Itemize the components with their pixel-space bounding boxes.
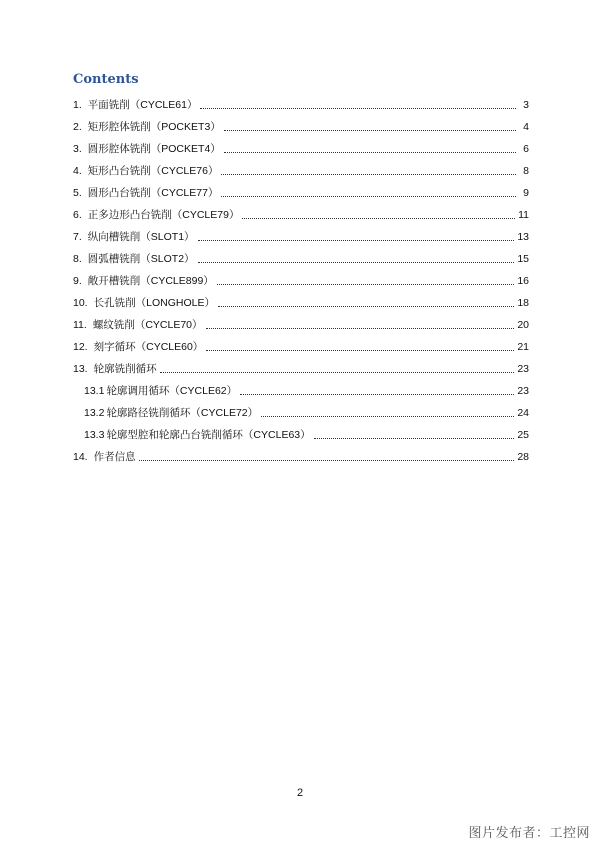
toc-entry[interactable] <box>73 265 529 287</box>
toc-entry-page: 25 <box>517 429 529 441</box>
toc-entry-page: 16 <box>517 275 529 287</box>
toc-entry-page: 15 <box>517 253 529 265</box>
toc-entry-title: 矩形腔体铣削（POCKET3） <box>87 121 221 133</box>
toc-entry-number: 3. <box>73 143 82 155</box>
toc-leader-dots <box>221 195 516 197</box>
toc-entry-title: 作者信息 <box>93 451 136 463</box>
toc-entry[interactable] <box>73 155 529 177</box>
toc-entry[interactable] <box>73 177 529 199</box>
toc-entry-page: 13 <box>517 231 529 243</box>
toc-entry[interactable] <box>73 243 529 265</box>
toc-entry-page: 4 <box>523 121 529 133</box>
toc-entry[interactable] <box>73 111 529 133</box>
toc-entry[interactable] <box>73 419 529 441</box>
toc-entry-number: 7. <box>73 231 82 243</box>
toc-entry[interactable] <box>73 331 529 353</box>
toc-entry-title: 矩形凸台铣削（CYCLE76） <box>87 165 219 177</box>
toc-entry-number: 6. <box>73 209 82 221</box>
toc-entry-title: 圆形腔体铣削（POCKET4） <box>87 143 221 155</box>
toc-entry[interactable] <box>73 441 529 463</box>
toc-entry-title: 平面铣削（CYCLE61） <box>87 99 198 111</box>
toc-entry-number: 8. <box>73 253 82 265</box>
contents-heading: Contents <box>73 72 139 87</box>
toc-entry-page: 9 <box>523 187 529 199</box>
toc-entry-page: 28 <box>517 451 529 463</box>
toc-entry[interactable] <box>73 309 529 331</box>
toc-entry-page: 18 <box>517 297 529 309</box>
toc-entry-page: 6 <box>523 143 529 155</box>
toc-entry-number: 4. <box>73 165 82 177</box>
toc-leader-dots <box>206 349 514 351</box>
toc-leader-dots <box>218 305 514 307</box>
toc-leader-dots <box>242 217 515 219</box>
toc-entry-title: 圆形凸台铣削（CYCLE77） <box>87 187 219 199</box>
toc-entry-number: 13. <box>73 363 88 375</box>
toc-leader-dots <box>224 151 516 153</box>
table-of-contents <box>73 89 529 463</box>
page-number: 2 <box>296 787 304 799</box>
toc-entry[interactable] <box>73 199 529 221</box>
toc-leader-dots <box>314 437 515 439</box>
toc-leader-dots <box>217 283 515 285</box>
toc-entry[interactable] <box>73 375 529 397</box>
toc-entry[interactable] <box>73 221 529 243</box>
toc-leader-dots <box>240 393 514 395</box>
toc-entry-page: 23 <box>517 363 529 375</box>
toc-entry-page: 24 <box>517 407 529 419</box>
toc-entry-page: 11 <box>518 209 529 221</box>
toc-entry-title: 轮廓铣削循环 <box>93 363 157 375</box>
toc-entry-title: 正多边形凸台铣削（CYCLE79） <box>87 209 240 221</box>
toc-entry-title: 轮廓调用循环（CYCLE62） <box>106 385 238 397</box>
toc-entry-title: 圆弧槽铣削（SLOT2） <box>87 253 195 265</box>
toc-leader-dots <box>200 107 516 109</box>
publisher-watermark: 图片发布者：工控网 <box>468 825 590 840</box>
toc-entry-title: 轮廓路径铣削循环（CYCLE72） <box>106 407 259 419</box>
toc-entry-number: 11. <box>73 319 87 331</box>
toc-entry-number: 13.3 <box>84 429 105 441</box>
toc-entry-page: 21 <box>517 341 529 353</box>
toc-entry-title: 敞开槽铣削（CYCLE899） <box>87 275 214 287</box>
toc-entry-page: 23 <box>517 385 529 397</box>
toc-entry-title: 螺纹铣削（CYCLE70） <box>92 319 203 331</box>
toc-leader-dots <box>206 327 515 329</box>
toc-entry-number: 10. <box>73 297 88 309</box>
toc-leader-dots <box>139 459 515 461</box>
toc-leader-dots <box>160 371 515 373</box>
toc-entry-number: 5. <box>73 187 82 199</box>
toc-entry[interactable] <box>73 287 529 309</box>
toc-entry-title: 纵向槽铣削（SLOT1） <box>87 231 195 243</box>
toc-leader-dots <box>221 173 516 175</box>
toc-entry-title: 长孔铣削（LONGHOLE） <box>93 297 215 309</box>
toc-entry[interactable] <box>73 133 529 155</box>
toc-entry-number: 12. <box>73 341 88 353</box>
toc-entry[interactable] <box>73 89 529 111</box>
toc-leader-dots <box>198 239 515 241</box>
toc-entry-number: 13.2 <box>84 407 105 419</box>
toc-entry-number: 9. <box>73 275 82 287</box>
toc-leader-dots <box>224 129 516 131</box>
toc-entry-page: 8 <box>523 165 529 177</box>
toc-entry-title: 轮廓型腔和轮廓凸台铣削循环（CYCLE63） <box>106 429 311 441</box>
toc-entry-page: 3 <box>523 99 529 111</box>
toc-entry-page: 20 <box>517 319 529 331</box>
toc-entry-number: 13.1 <box>84 385 105 397</box>
toc-entry[interactable] <box>73 397 529 419</box>
toc-leader-dots <box>261 415 514 417</box>
toc-entry-title: 刻字循环（CYCLE60） <box>93 341 204 353</box>
toc-entry-number: 14. <box>73 451 88 463</box>
toc-entry-number: 1. <box>73 99 82 111</box>
toc-entry-number: 2. <box>73 121 82 133</box>
toc-entry[interactable] <box>73 353 529 375</box>
toc-leader-dots <box>198 261 515 263</box>
